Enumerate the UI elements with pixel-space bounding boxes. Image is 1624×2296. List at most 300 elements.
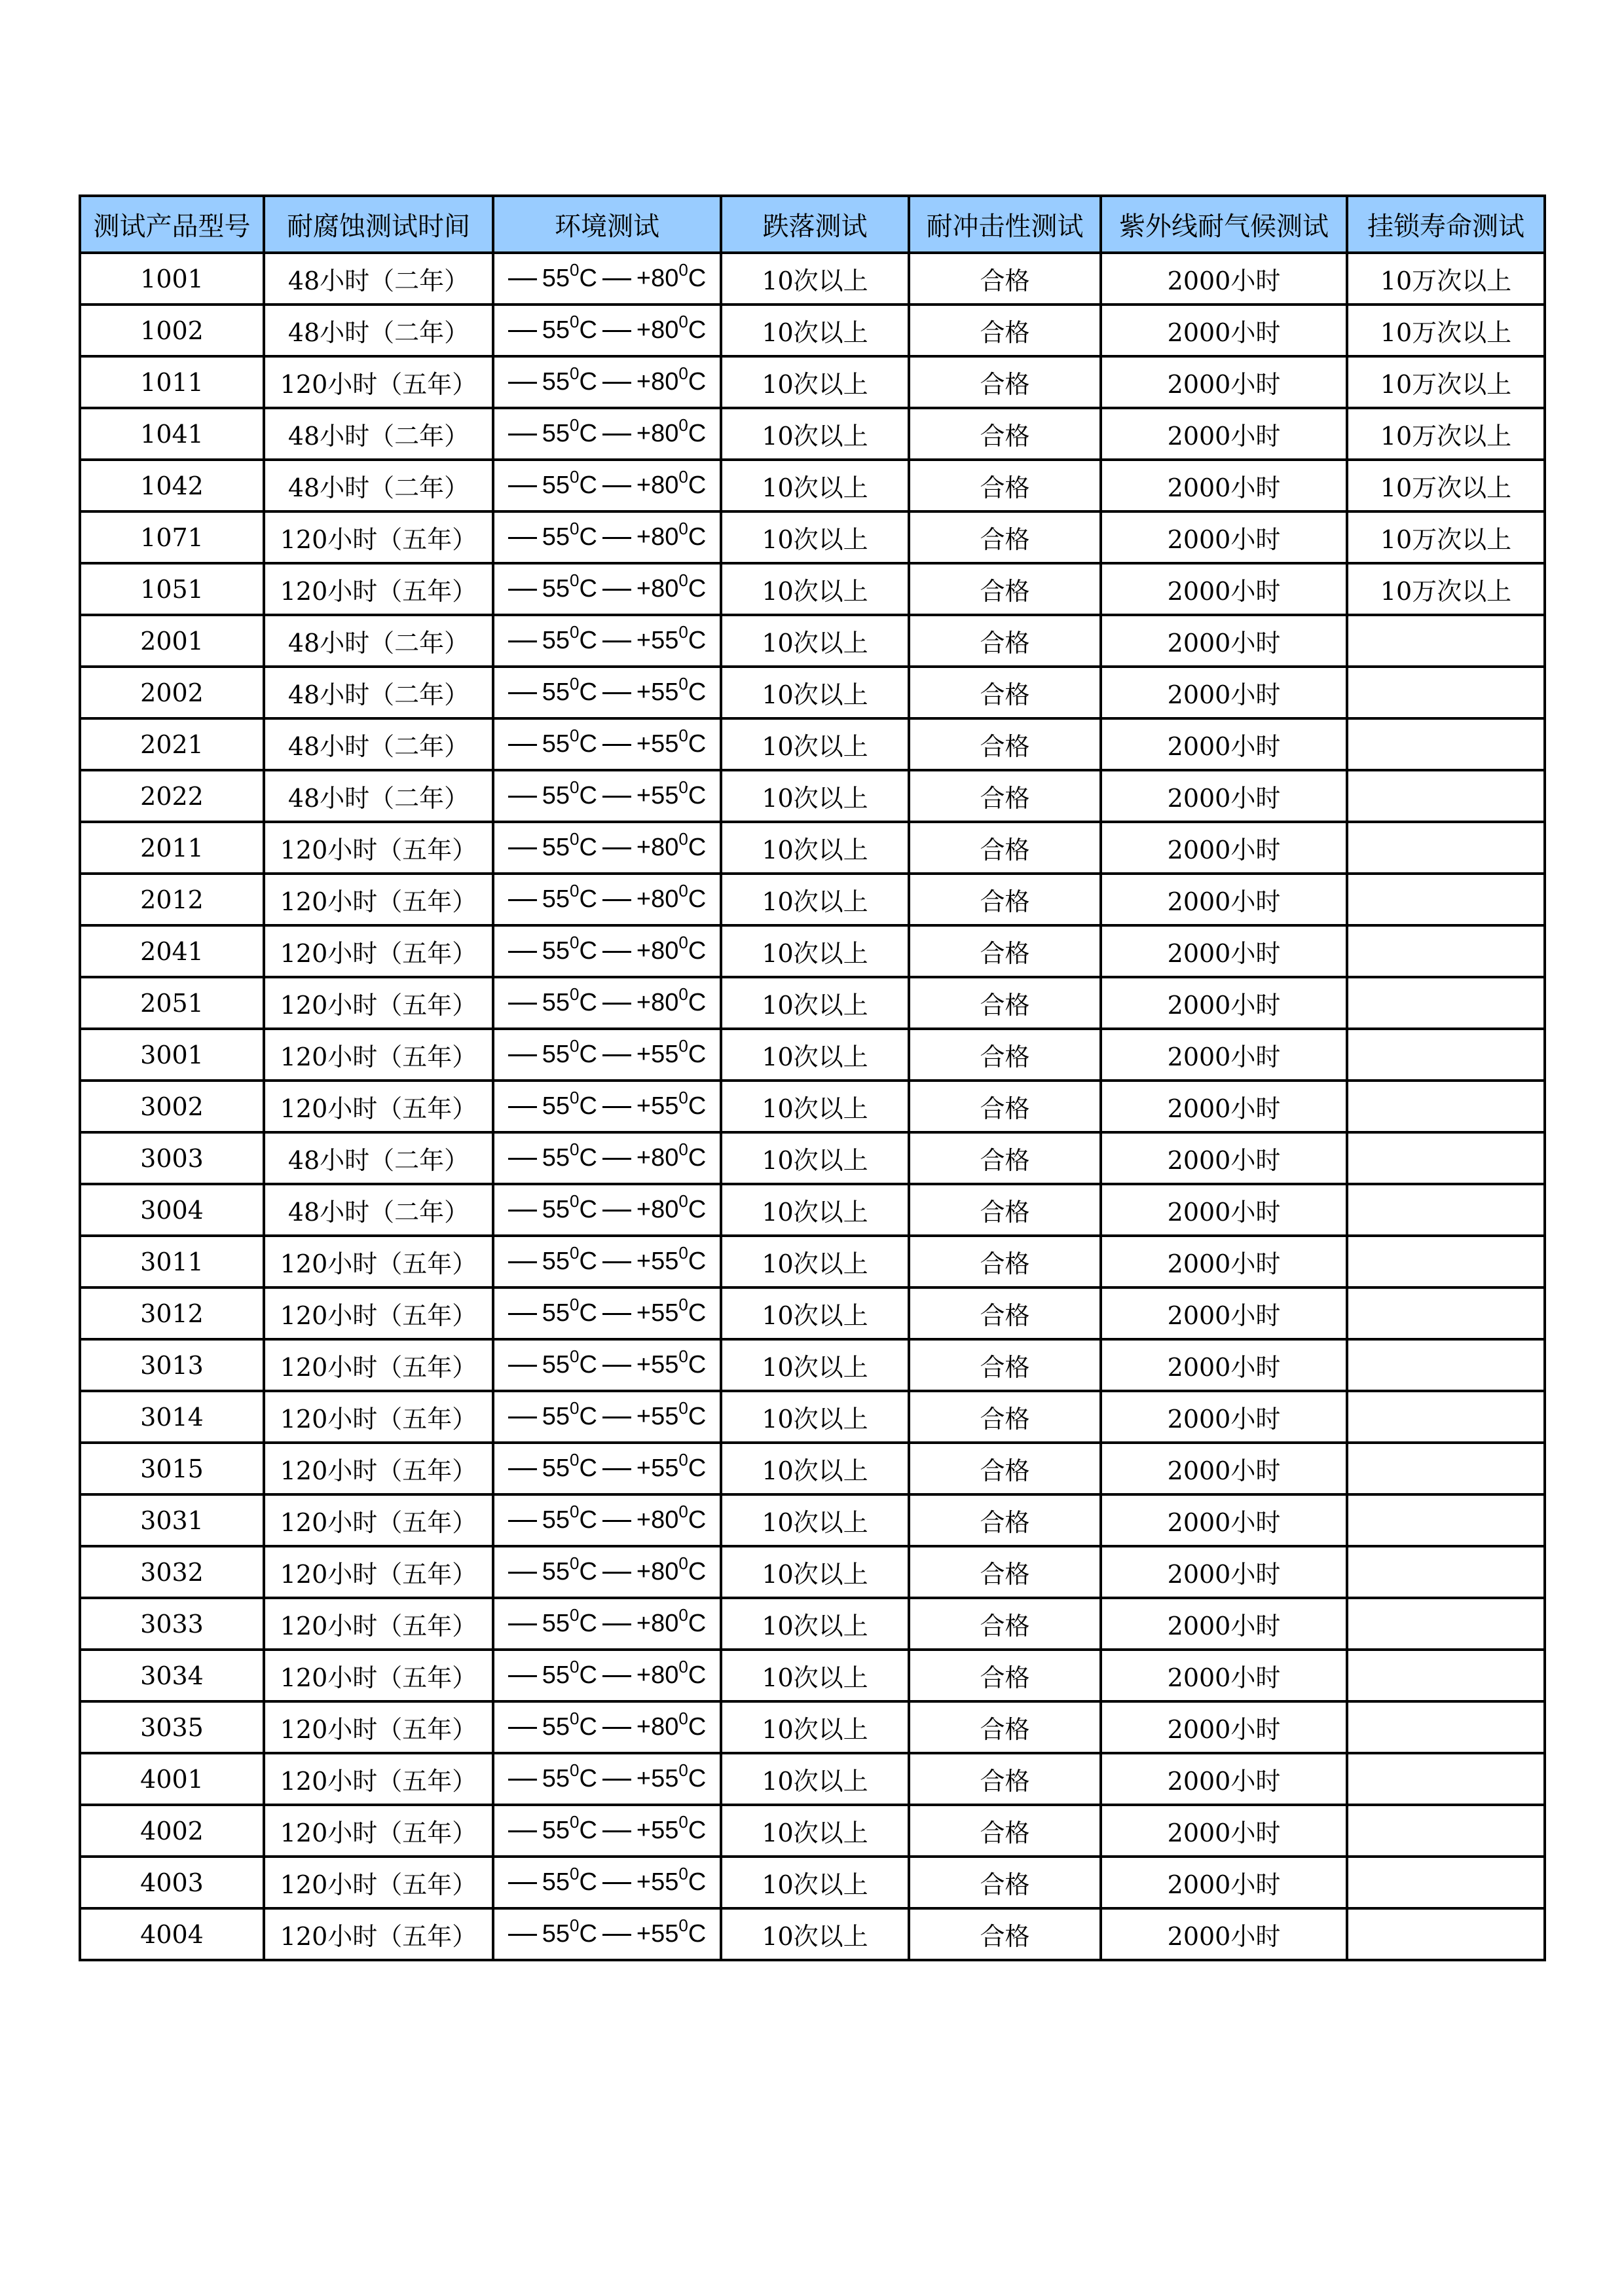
cell-uv: 2000小时 <box>1101 511 1347 563</box>
cell-corrosion: 120小时（五年） <box>264 1701 493 1753</box>
degree-mark: 0 <box>569 1088 580 1107</box>
celsius-unit: C <box>579 1092 597 1120</box>
env-high-value: +80 <box>636 1558 679 1585</box>
degree-mark: 0 <box>569 1657 580 1676</box>
degree-mark: 0 <box>569 1605 580 1625</box>
cell-lock-life <box>1347 718 1545 770</box>
celsius-unit: C <box>579 1506 597 1534</box>
env-high-value: +80 <box>636 989 679 1016</box>
degree-mark: 0 <box>569 933 580 952</box>
degree-mark: 0 <box>569 881 580 900</box>
cell-corrosion: 120小时（五年） <box>264 925 493 977</box>
header-uv: 紫外线耐气候测试 <box>1101 196 1347 253</box>
celsius-unit: C <box>688 834 707 861</box>
env-high-value: +80 <box>636 1661 679 1689</box>
env-low-value: 55 <box>542 1144 570 1172</box>
cell-uv: 2000小时 <box>1101 874 1347 925</box>
env-low-value: 55 <box>542 420 570 447</box>
cell-lock-life: 10万次以上 <box>1347 356 1545 408</box>
dash-icon <box>602 1054 631 1056</box>
celsius-unit: C <box>579 834 597 861</box>
table-row <box>80 1132 1545 1184</box>
table-row <box>80 511 1545 563</box>
degree-mark: 0 <box>569 1709 580 1728</box>
cell-lock-life <box>1347 770 1545 822</box>
table-row <box>80 1805 1545 1857</box>
table-body <box>80 253 1545 1960</box>
cell-environment <box>493 1132 721 1184</box>
cell-uv: 2000小时 <box>1101 667 1347 718</box>
cell-model: 2001 <box>80 615 264 667</box>
cell-uv: 2000小时 <box>1101 356 1347 408</box>
degree-mark: 0 <box>569 1553 580 1573</box>
cell-impact: 合格 <box>909 977 1101 1029</box>
celsius-unit: C <box>579 472 597 499</box>
cell-model: 3012 <box>80 1287 264 1339</box>
celsius-unit: C <box>579 1558 597 1585</box>
cell-uv: 2000小时 <box>1101 1908 1347 1960</box>
dash-icon <box>602 1727 631 1729</box>
cell-environment <box>493 511 721 563</box>
celsius-unit: C <box>579 1713 597 1741</box>
env-high-value: +55 <box>636 1454 679 1482</box>
dash-icon <box>602 1313 631 1315</box>
dash-icon <box>508 1054 537 1056</box>
cell-environment <box>493 1287 721 1339</box>
table-row <box>80 1184 1545 1236</box>
cell-lock-life <box>1347 1805 1545 1857</box>
degree-mark: 0 <box>569 1450 580 1470</box>
cell-uv: 2000小时 <box>1101 1598 1347 1650</box>
cell-environment <box>493 356 721 408</box>
env-low-value: 55 <box>542 1713 570 1741</box>
env-high-value: +55 <box>636 678 679 706</box>
celsius-unit: C <box>688 1454 707 1482</box>
degree-mark: 0 <box>678 933 688 952</box>
env-low-value: 55 <box>542 265 570 292</box>
dash-icon <box>508 485 537 487</box>
dash-icon <box>602 537 631 539</box>
cell-drop: 10次以上 <box>721 1805 909 1857</box>
env-low-value: 55 <box>542 885 570 913</box>
degree-mark: 0 <box>569 984 580 1004</box>
table-row <box>80 925 1545 977</box>
cell-model: 4003 <box>80 1857 264 1908</box>
cell-impact: 合格 <box>909 1701 1101 1753</box>
dash-icon <box>508 1313 537 1315</box>
cell-drop: 10次以上 <box>721 305 909 356</box>
cell-environment <box>493 1081 721 1132</box>
table-row <box>80 1857 1545 1908</box>
degree-mark: 0 <box>569 674 580 694</box>
cell-environment <box>493 718 721 770</box>
dash-icon <box>508 434 537 435</box>
env-low-value: 55 <box>542 1454 570 1482</box>
cell-lock-life: 10万次以上 <box>1347 408 1545 460</box>
dash-icon <box>508 744 537 746</box>
degree-mark: 0 <box>569 519 580 538</box>
degree-mark: 0 <box>678 1191 688 1211</box>
env-low-value: 55 <box>542 368 570 396</box>
cell-environment <box>493 1391 721 1443</box>
dash-icon <box>508 1830 537 1832</box>
degree-mark: 0 <box>569 1398 580 1418</box>
dash-icon <box>602 330 631 332</box>
cell-lock-life <box>1347 1443 1545 1494</box>
cell-lock-life <box>1347 874 1545 925</box>
dash-icon <box>602 1520 631 1522</box>
dash-icon <box>602 1261 631 1263</box>
cell-impact: 合格 <box>909 408 1101 460</box>
dash-icon <box>508 899 537 901</box>
dash-icon <box>508 330 537 332</box>
env-low-value: 55 <box>542 1610 570 1637</box>
cell-uv: 2000小时 <box>1101 563 1347 615</box>
cell-drop: 10次以上 <box>721 511 909 563</box>
cell-uv: 2000小时 <box>1101 1391 1347 1443</box>
celsius-unit: C <box>579 1817 597 1844</box>
dash-icon <box>602 1623 631 1625</box>
celsius-unit: C <box>688 1351 707 1379</box>
degree-mark: 0 <box>678 1864 688 1883</box>
cell-uv: 2000小时 <box>1101 408 1347 460</box>
env-high-value: +80 <box>636 420 679 447</box>
cell-corrosion: 48小时（二年） <box>264 718 493 770</box>
table-row <box>80 770 1545 822</box>
cell-impact: 合格 <box>909 1081 1101 1132</box>
celsius-unit: C <box>688 1765 707 1792</box>
celsius-unit: C <box>579 575 597 602</box>
dash-icon <box>602 951 631 953</box>
cell-impact: 合格 <box>909 511 1101 563</box>
cell-corrosion: 120小时（五年） <box>264 1443 493 1494</box>
dash-icon <box>508 796 537 798</box>
env-low-value: 55 <box>542 1765 570 1792</box>
cell-model: 3032 <box>80 1546 264 1598</box>
cell-drop: 10次以上 <box>721 977 909 1029</box>
cell-environment <box>493 1753 721 1805</box>
cell-model: 3031 <box>80 1494 264 1546</box>
env-low-value: 55 <box>542 575 570 602</box>
cell-corrosion: 120小时（五年） <box>264 563 493 615</box>
header-row <box>80 196 1545 253</box>
cell-environment <box>493 615 721 667</box>
cell-corrosion: 120小时（五年） <box>264 1081 493 1132</box>
cell-model: 1051 <box>80 563 264 615</box>
celsius-unit: C <box>688 730 707 758</box>
cell-lock-life: 10万次以上 <box>1347 305 1545 356</box>
degree-mark: 0 <box>569 726 580 745</box>
cell-lock-life <box>1347 1908 1545 1960</box>
table-row <box>80 1081 1545 1132</box>
cell-environment <box>493 253 721 305</box>
cell-drop: 10次以上 <box>721 1753 909 1805</box>
cell-model: 3035 <box>80 1701 264 1753</box>
env-high-value: +55 <box>636 1299 679 1327</box>
celsius-unit: C <box>579 1196 597 1223</box>
table-row <box>80 1391 1545 1443</box>
degree-mark: 0 <box>678 1812 688 1832</box>
cell-drop: 10次以上 <box>721 1650 909 1701</box>
degree-mark: 0 <box>569 1812 580 1832</box>
celsius-unit: C <box>579 1351 597 1379</box>
cell-corrosion: 120小时（五年） <box>264 822 493 874</box>
header-environment: 环境测试 <box>493 196 721 253</box>
dash-icon <box>602 1468 631 1470</box>
table-row <box>80 460 1545 511</box>
cell-uv: 2000小时 <box>1101 1081 1347 1132</box>
cell-drop: 10次以上 <box>721 1339 909 1391</box>
table-row <box>80 1236 1545 1287</box>
cell-drop: 10次以上 <box>721 1908 909 1960</box>
cell-environment <box>493 1339 721 1391</box>
degree-mark: 0 <box>678 1036 688 1056</box>
cell-uv: 2000小时 <box>1101 1132 1347 1184</box>
cell-impact: 合格 <box>909 667 1101 718</box>
celsius-unit: C <box>688 472 707 499</box>
celsius-unit: C <box>579 1661 597 1689</box>
cell-lock-life <box>1347 1391 1545 1443</box>
cell-drop: 10次以上 <box>721 1236 909 1287</box>
celsius-unit: C <box>579 627 597 654</box>
cell-uv: 2000小时 <box>1101 1857 1347 1908</box>
env-low-value: 55 <box>542 1351 570 1379</box>
degree-mark: 0 <box>678 726 688 745</box>
celsius-unit: C <box>688 1299 707 1327</box>
celsius-unit: C <box>579 316 597 344</box>
degree-mark: 0 <box>678 1088 688 1107</box>
env-high-value: +55 <box>636 1765 679 1792</box>
dash-icon <box>508 278 537 280</box>
cell-corrosion: 120小时（五年） <box>264 356 493 408</box>
dash-icon <box>508 951 537 953</box>
cell-impact: 合格 <box>909 770 1101 822</box>
table-row <box>80 718 1545 770</box>
cell-model: 3002 <box>80 1081 264 1132</box>
cell-drop: 10次以上 <box>721 1546 909 1598</box>
cell-drop: 10次以上 <box>721 408 909 460</box>
degree-mark: 0 <box>678 1398 688 1418</box>
degree-mark: 0 <box>569 1760 580 1780</box>
degree-mark: 0 <box>569 1036 580 1056</box>
cell-impact: 合格 <box>909 1650 1101 1701</box>
env-high-value: +80 <box>636 1506 679 1534</box>
degree-mark: 0 <box>678 1346 688 1366</box>
cell-uv: 2000小时 <box>1101 305 1347 356</box>
cell-corrosion: 120小时（五年） <box>264 1494 493 1546</box>
degree-mark: 0 <box>678 1657 688 1676</box>
cell-model: 2011 <box>80 822 264 874</box>
degree-mark: 0 <box>678 1916 688 1935</box>
cell-environment <box>493 563 721 615</box>
cell-corrosion: 120小时（五年） <box>264 1391 493 1443</box>
cell-drop: 10次以上 <box>721 770 909 822</box>
cell-model: 3033 <box>80 1598 264 1650</box>
dash-icon <box>602 1572 631 1574</box>
celsius-unit: C <box>579 885 597 913</box>
cell-environment <box>493 460 721 511</box>
celsius-unit: C <box>688 1092 707 1120</box>
cell-impact: 合格 <box>909 615 1101 667</box>
celsius-unit: C <box>688 1196 707 1223</box>
cell-environment <box>493 1857 721 1908</box>
cell-corrosion: 48小时（二年） <box>264 615 493 667</box>
cell-impact: 合格 <box>909 1598 1101 1650</box>
cell-model: 4001 <box>80 1753 264 1805</box>
cell-lock-life <box>1347 615 1545 667</box>
cell-impact: 合格 <box>909 563 1101 615</box>
cell-impact: 合格 <box>909 1546 1101 1598</box>
header-lock-life: 挂锁寿命测试 <box>1347 196 1545 253</box>
celsius-unit: C <box>579 1144 597 1172</box>
dash-icon <box>508 1261 537 1263</box>
cell-model: 2021 <box>80 718 264 770</box>
cell-environment <box>493 1908 721 1960</box>
cell-corrosion: 120小时（五年） <box>264 1339 493 1391</box>
cell-corrosion: 120小时（五年） <box>264 511 493 563</box>
cell-environment <box>493 305 721 356</box>
degree-mark: 0 <box>678 881 688 900</box>
cell-environment <box>493 1805 721 1857</box>
cell-model: 3001 <box>80 1029 264 1081</box>
dash-icon <box>602 1416 631 1418</box>
table-row <box>80 563 1545 615</box>
cell-lock-life <box>1347 667 1545 718</box>
cell-corrosion: 120小时（五年） <box>264 1650 493 1701</box>
cell-lock-life <box>1347 1650 1545 1701</box>
cell-drop: 10次以上 <box>721 1391 909 1443</box>
cell-uv: 2000小时 <box>1101 1339 1347 1391</box>
env-high-value: +55 <box>636 1248 679 1275</box>
degree-mark: 0 <box>678 777 688 797</box>
table-row <box>80 253 1545 305</box>
cell-uv: 2000小时 <box>1101 925 1347 977</box>
dash-icon <box>602 1003 631 1005</box>
dash-icon <box>508 1106 537 1108</box>
env-low-value: 55 <box>542 1506 570 1534</box>
env-low-value: 55 <box>542 782 570 809</box>
cell-environment <box>493 1701 721 1753</box>
celsius-unit: C <box>579 1920 597 1948</box>
cell-uv: 2000小时 <box>1101 822 1347 874</box>
env-high-value: +55 <box>636 1351 679 1379</box>
degree-mark: 0 <box>569 1243 580 1263</box>
cell-impact: 合格 <box>909 1287 1101 1339</box>
cell-lock-life <box>1347 1494 1545 1546</box>
env-high-value: +80 <box>636 1144 679 1172</box>
cell-model: 1041 <box>80 408 264 460</box>
cell-uv: 2000小时 <box>1101 977 1347 1029</box>
cell-impact: 合格 <box>909 874 1101 925</box>
celsius-unit: C <box>579 782 597 809</box>
table-row <box>80 1287 1545 1339</box>
table-row <box>80 977 1545 1029</box>
celsius-unit: C <box>579 1248 597 1275</box>
degree-mark: 0 <box>569 777 580 797</box>
dash-icon <box>508 1572 537 1574</box>
degree-mark: 0 <box>569 1346 580 1366</box>
cell-uv: 2000小时 <box>1101 1184 1347 1236</box>
header-model: 测试产品型号 <box>80 196 264 253</box>
dash-icon <box>602 899 631 901</box>
cell-drop: 10次以上 <box>721 925 909 977</box>
celsius-unit: C <box>688 420 707 447</box>
cell-corrosion: 120小时（五年） <box>264 977 493 1029</box>
cell-drop: 10次以上 <box>721 1081 909 1132</box>
cell-corrosion: 120小时（五年） <box>264 1546 493 1598</box>
dash-icon <box>602 1106 631 1108</box>
dash-icon <box>508 1934 537 1936</box>
cell-lock-life <box>1347 1184 1545 1236</box>
cell-environment <box>493 1443 721 1494</box>
dash-icon <box>508 1520 537 1522</box>
env-high-value: +55 <box>636 1817 679 1844</box>
env-low-value: 55 <box>542 1196 570 1223</box>
env-low-value: 55 <box>542 1817 570 1844</box>
celsius-unit: C <box>579 368 597 396</box>
cell-drop: 10次以上 <box>721 615 909 667</box>
cell-drop: 10次以上 <box>721 1443 909 1494</box>
dash-icon <box>602 1158 631 1160</box>
table-row <box>80 1753 1545 1805</box>
dash-icon <box>508 1158 537 1160</box>
dash-icon <box>508 382 537 384</box>
celsius-unit: C <box>688 885 707 913</box>
env-low-value: 55 <box>542 1299 570 1327</box>
env-low-value: 55 <box>542 1248 570 1275</box>
cell-environment <box>493 1494 721 1546</box>
cell-model: 2012 <box>80 874 264 925</box>
env-low-value: 55 <box>542 1403 570 1430</box>
cell-impact: 合格 <box>909 822 1101 874</box>
cell-corrosion: 120小时（五年） <box>264 1753 493 1805</box>
env-low-value: 55 <box>542 730 570 758</box>
celsius-unit: C <box>688 1558 707 1585</box>
dash-icon <box>508 1416 537 1418</box>
celsius-unit: C <box>579 1454 597 1482</box>
cell-impact: 合格 <box>909 1908 1101 1960</box>
env-low-value: 55 <box>542 1558 570 1585</box>
cell-impact: 合格 <box>909 305 1101 356</box>
dash-icon <box>602 1779 631 1781</box>
cell-lock-life <box>1347 1132 1545 1184</box>
cell-impact: 合格 <box>909 460 1101 511</box>
cell-impact: 合格 <box>909 356 1101 408</box>
env-high-value: +80 <box>636 1610 679 1637</box>
cell-lock-life <box>1347 1598 1545 1650</box>
header-impact: 耐冲击性测试 <box>909 196 1101 253</box>
cell-corrosion: 48小时（二年） <box>264 1132 493 1184</box>
degree-mark: 0 <box>569 1191 580 1211</box>
env-high-value: +80 <box>636 472 679 499</box>
cell-impact: 合格 <box>909 1391 1101 1443</box>
cell-model: 3004 <box>80 1184 264 1236</box>
dash-icon <box>602 589 631 591</box>
cell-environment <box>493 1029 721 1081</box>
dash-icon <box>508 1882 537 1884</box>
env-high-value: +55 <box>636 627 679 654</box>
degree-mark: 0 <box>678 1502 688 1521</box>
degree-mark: 0 <box>678 363 688 383</box>
degree-mark: 0 <box>678 1139 688 1159</box>
table-row <box>80 1546 1545 1598</box>
cell-environment <box>493 667 721 718</box>
degree-mark: 0 <box>569 622 580 642</box>
cell-uv: 2000小时 <box>1101 1443 1347 1494</box>
cell-drop: 10次以上 <box>721 874 909 925</box>
table-row <box>80 305 1545 356</box>
env-high-value: +80 <box>636 937 679 965</box>
